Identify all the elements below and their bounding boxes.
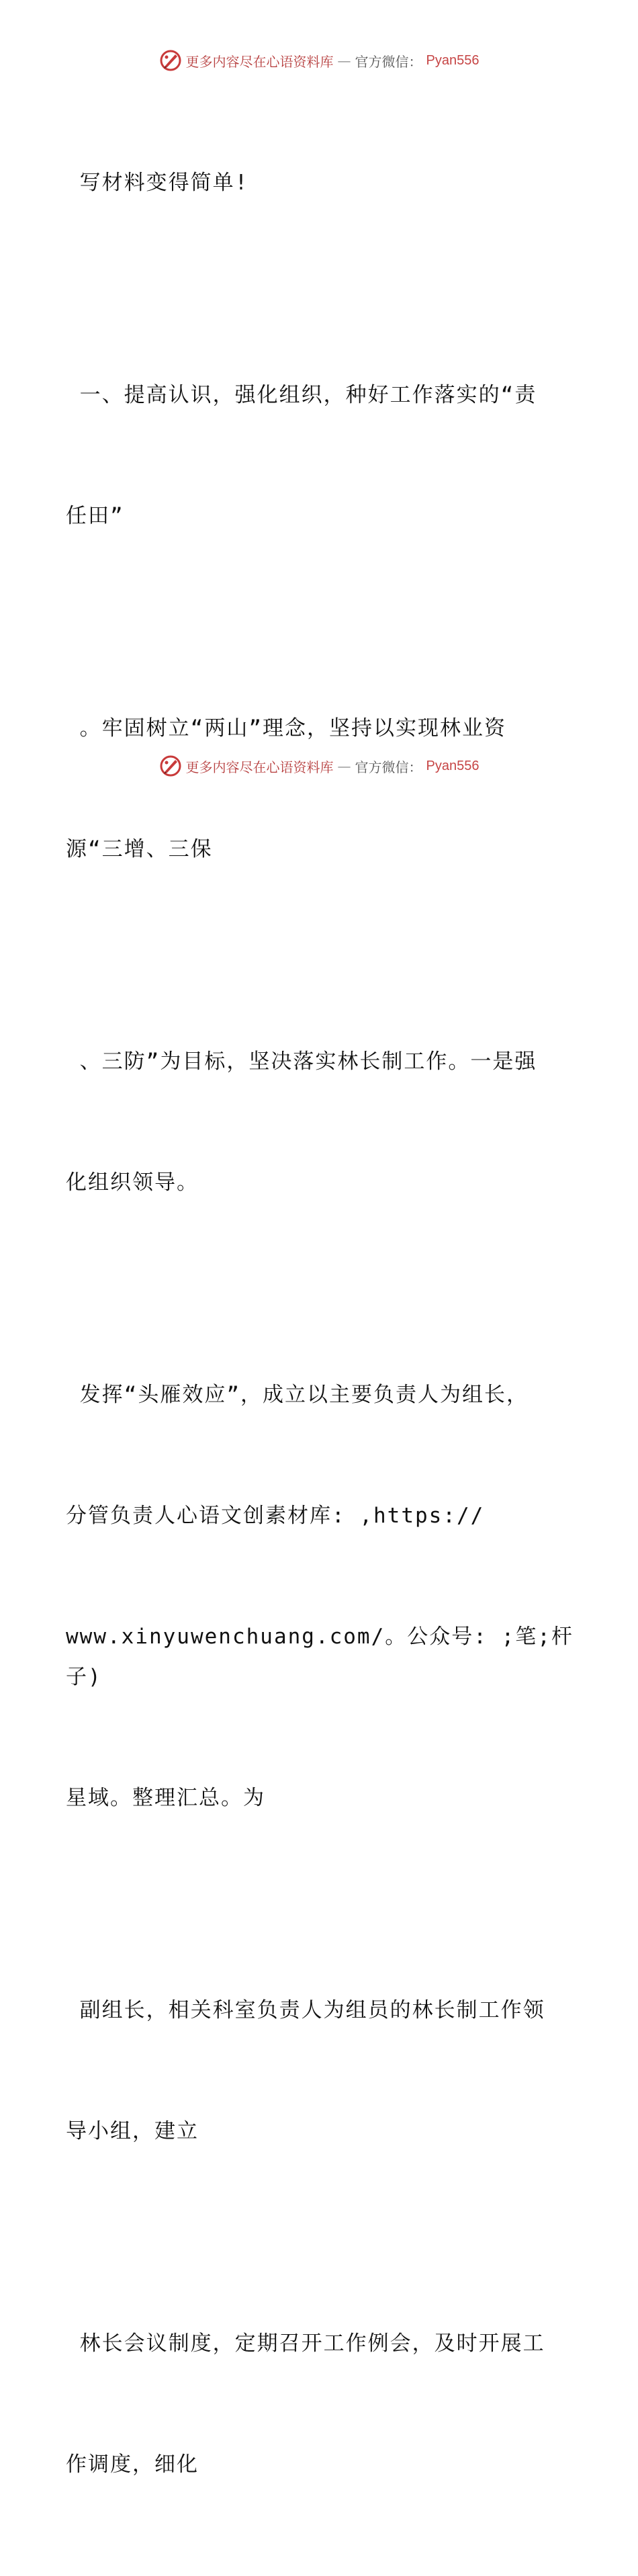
banner-separator: — xyxy=(337,52,351,69)
wechat-label: 官方微信： xyxy=(355,759,422,775)
paragraph xyxy=(66,2243,576,2565)
wechat-id: Pyan556 xyxy=(426,52,480,68)
site-slogan: 更多内容尽在心语资料库 xyxy=(185,759,334,775)
text-line: 林长会议制度，定期召开工作例会，及时开展工 xyxy=(66,2331,545,2356)
text-line: 化组织领导。 xyxy=(66,1170,199,1195)
text-line: 星域。整理汇总。为 xyxy=(66,1786,265,1810)
text-line: 发挥“头雁效应”，成立以主要负责人为组长， xyxy=(66,1383,529,1407)
text-line: 导小组，建立 xyxy=(66,2119,199,2143)
wechat-label: 官方微信： xyxy=(355,53,422,70)
text-line: 、三防”为目标，坚决落实林长制工作。一是强 xyxy=(66,1049,537,1074)
paragraph xyxy=(66,628,576,950)
header-banner xyxy=(0,47,638,74)
document-body xyxy=(66,82,576,2576)
text-line: 副组长，相关科室负责人为组员的林长制工作领 xyxy=(66,1998,545,2022)
text-line: 写材料变得简单! xyxy=(66,171,249,195)
text-line: 一、提高认识，强化组织，种好工作落实的“责 xyxy=(66,383,537,407)
text-line: 作调度，细化 xyxy=(66,2452,199,2477)
quill-pen-logo-icon xyxy=(159,755,182,777)
paragraph xyxy=(66,1294,576,1899)
wechat-id: Pyan556 xyxy=(426,758,480,773)
footer-banner xyxy=(0,753,638,779)
site-slogan: 更多内容尽在心语资料库 xyxy=(185,53,334,70)
text-line: 任田” xyxy=(66,504,124,528)
text-line: 源“三增、三保 xyxy=(66,837,213,861)
paragraph xyxy=(66,1909,576,2232)
paragraph xyxy=(66,294,576,617)
text-line: 。牢固树立“两山”理念，坚持以实现林业资 xyxy=(66,716,506,740)
paragraph xyxy=(66,82,576,284)
text-line: www.xinyuwenchuang.com/。公众号: ;笔;杆子) xyxy=(66,1625,574,1689)
banner-separator: — xyxy=(337,758,351,774)
header-banner-inner xyxy=(159,49,480,72)
text-line: 分管负责人心语文创素材库: ,https:// xyxy=(66,1504,485,1528)
quill-pen-logo-icon xyxy=(159,49,182,72)
paragraph xyxy=(66,961,576,1283)
footer-banner-inner xyxy=(159,755,480,777)
